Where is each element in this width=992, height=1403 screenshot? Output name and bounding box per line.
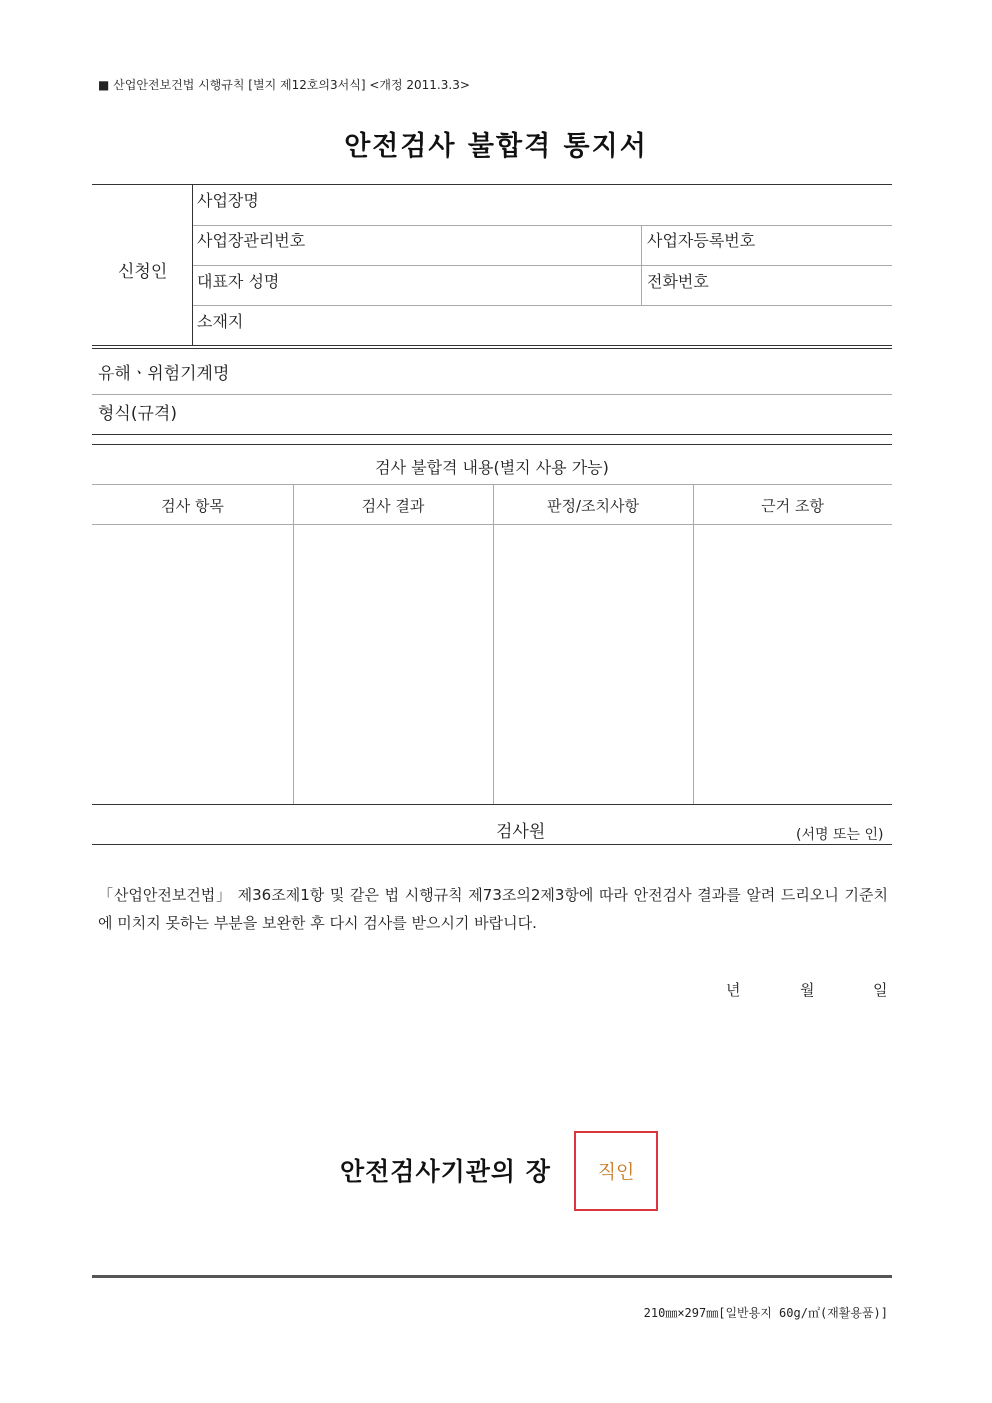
row-divider bbox=[193, 225, 892, 226]
failure-top-border bbox=[92, 444, 892, 445]
workplace-mgmt-no-label: 사업장관리번호 bbox=[197, 231, 306, 250]
machine-model-label: 형식(규격) bbox=[98, 404, 177, 424]
document-title: 안전검사 불합격 통지서 bbox=[344, 131, 648, 162]
table-header-border bbox=[92, 524, 892, 525]
notice-paragraph: 「산업안전보건법」 제36조제1항 및 같은 법 시행규칙 제73조의2제3항에 따라 안전검사 결과를 알려 드리오니 기준치에 미치지 못하는 부분을 보완한 후 다시 검사를 받으시기 바랍니다. bbox=[98, 886, 888, 932]
table-header-border bbox=[92, 484, 892, 485]
applicant-top-border bbox=[92, 184, 892, 185]
form-reference-note: ■ 산업안전보건법 시행규칙 [별지 제12호의3서식] <개정 2011.3.3> bbox=[98, 78, 470, 92]
inspector-sign-note: (서명 또는 인) bbox=[796, 827, 884, 843]
column-inspection-item: 검사 항목 bbox=[161, 497, 224, 515]
phone-label: 전화번호 bbox=[647, 272, 709, 291]
inspector-label: 검사원 bbox=[496, 822, 546, 842]
column-judgment-action: 판정/조치사항 bbox=[547, 497, 639, 515]
failure-section-title: 검사 불합격 내용(별지 사용 가능) bbox=[375, 458, 609, 477]
issuer-title: 안전검사기관의 장 bbox=[340, 1157, 551, 1186]
machine-name-label: 유해ㆍ위험기계명 bbox=[98, 364, 230, 384]
column-divider bbox=[493, 484, 494, 804]
date-month-label: 월 bbox=[800, 981, 815, 999]
machine-bottom-border bbox=[92, 434, 892, 435]
applicant-section-label: 신청인 bbox=[118, 262, 168, 282]
inspector-bottom-border bbox=[92, 844, 892, 845]
row-divider bbox=[92, 394, 892, 395]
paper-spec-footer: 210㎜×297㎜[일반용지 60g/㎡(재활용품)] bbox=[643, 1306, 888, 1320]
business-reg-no-label: 사업자등록번호 bbox=[647, 231, 756, 250]
column-inspection-result: 검사 결과 bbox=[361, 497, 425, 515]
address-label: 소재지 bbox=[197, 312, 244, 331]
column-legal-basis: 근거 조항 bbox=[761, 497, 824, 515]
table-bottom-border bbox=[92, 804, 892, 805]
workplace-name-label: 사업장명 bbox=[197, 191, 259, 210]
date-year-label: 년 bbox=[726, 981, 741, 999]
seal-label: 직인 bbox=[597, 1161, 635, 1183]
applicant-bottom-border bbox=[92, 348, 892, 349]
column-divider bbox=[293, 484, 294, 804]
date-day-label: 일 bbox=[873, 981, 888, 999]
column-divider bbox=[641, 225, 642, 305]
row-divider bbox=[193, 305, 892, 306]
representative-name-label: 대표자 성명 bbox=[197, 272, 280, 291]
footer-rule bbox=[92, 1275, 892, 1278]
column-divider bbox=[693, 484, 694, 804]
applicant-bottom-border bbox=[92, 345, 892, 346]
row-divider bbox=[193, 265, 892, 266]
official-seal-box bbox=[574, 1131, 658, 1211]
